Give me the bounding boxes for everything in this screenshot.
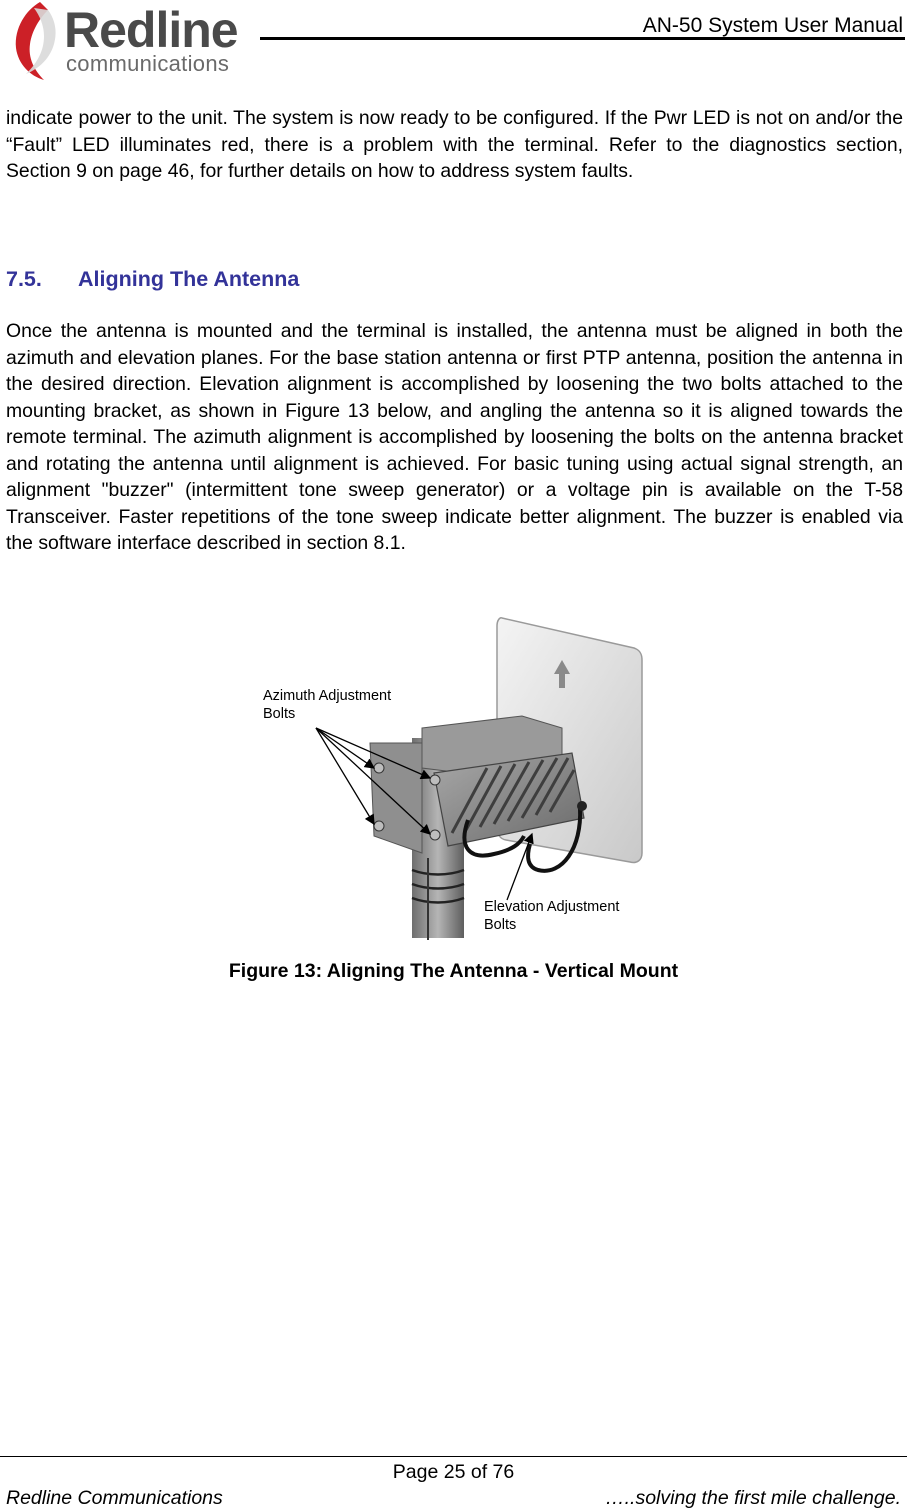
intro-paragraph: indicate power to the unit. The system is now ready to be configured. If the Pwr LED is not on and/or the “Fault” LED illuminates red, there is a problem with the terminal. Refer to the diagnostics section, Section 9 on page 46, for further details on how to address system faults.	[6, 107, 903, 182]
section-heading	[6, 265, 299, 293]
logo-swoosh-icon	[4, 0, 64, 80]
alignment-paragraph: Once the antenna is mounted and the terminal is installed, the antenna must be aligned in both the azimuth and elevation planes. For the base station antenna or first PTP antenna, position the antenna in the desired direction. Elevation alignment is accomplished by loosening the two bolts attached to the mounting bracket, as shown in Figure 13 below, and angling the antenna so it is aligned towards the remote terminal. The azimuth alignment is accomplished by loosening the bolts on the antenna bracket and rotating the antenna until alignment is achieved. For basic tuning using actual signal strength, an alignment "buzzer" (intermittent tone sweep generator) or a voltage pin is available on the T-58 Transceiver. Faster repetitions of the tone sweep indicate better alignment. The buzzer is enabled via the software interface described in section 8.1.	[6, 320, 903, 554]
redline-logo	[4, 0, 254, 80]
section-title: Aligning The Antenna	[78, 267, 300, 291]
section-number: 7.5.	[6, 267, 42, 291]
elevation-label: Elevation Adjustment Bolts	[484, 899, 620, 933]
header-divider	[260, 37, 905, 40]
logo-wordmark: Redline	[64, 2, 238, 58]
azimuth-label: Azimuth Adjustment Bolts	[263, 688, 392, 722]
figure-caption: Figure 13: Aligning The Antenna - Vertical Mount	[228, 960, 679, 982]
page-number: Page 25 of 76	[392, 1461, 515, 1483]
antenna-illustration	[262, 608, 652, 946]
footer-company: Redline Communications	[6, 1487, 223, 1509]
antenna-mount-figure	[262, 608, 652, 946]
footer-divider	[0, 1456, 907, 1457]
logo-subtitle: communications	[66, 51, 230, 76]
footer-tagline: …..solving the first mile challenge.	[605, 1487, 901, 1509]
document-title: AN-50 System User Manual	[642, 14, 903, 37]
